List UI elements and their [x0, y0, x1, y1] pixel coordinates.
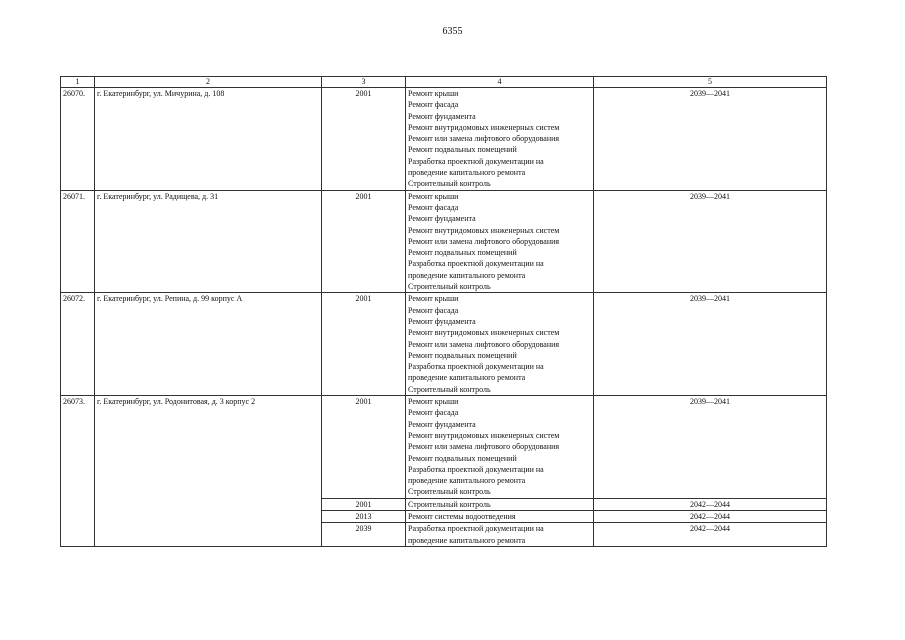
work-item: Ремонт подвальных помещений	[408, 248, 517, 258]
work-item: Строительный контроль	[408, 499, 491, 509]
header-col-3: 3	[322, 77, 406, 88]
work-item: Строительный контроль	[408, 282, 491, 292]
work-item: Ремонт или замена лифтового оборудования	[408, 236, 560, 246]
work-item: Ремонт фундамента	[408, 316, 476, 326]
year-cell: 2039	[322, 523, 406, 547]
works-cell	[406, 498, 594, 510]
header-col-1: 1	[61, 77, 95, 88]
address-cell: г. Екатеринбург, ул. Родонитовая, д. 3 корпус 2	[95, 396, 322, 547]
works-cell	[406, 510, 594, 522]
work-item: Ремонт крыши	[408, 397, 459, 407]
row-number: 26071.	[61, 190, 95, 293]
work-item: Ремонт фасада	[408, 100, 459, 110]
work-item: проведение капитального ремонта	[408, 373, 526, 383]
work-item: Ремонт фасада	[408, 408, 459, 418]
work-item: проведение капитального ремонта	[408, 270, 526, 280]
table-row	[61, 293, 827, 396]
work-item: Ремонт фасада	[408, 305, 459, 315]
work-item: Ремонт фундамента	[408, 214, 476, 224]
address-cell: г. Екатеринбург, ул. Мичурина, д. 108	[95, 88, 322, 191]
header-col-2: 2	[95, 77, 322, 88]
header-row	[61, 77, 827, 88]
row-number: 26072.	[61, 293, 95, 396]
work-item: Разработка проектной документации на	[408, 464, 544, 474]
work-item: Разработка проектной документации на	[408, 524, 544, 534]
work-item: Ремонт или замена лифтового оборудования	[408, 134, 560, 144]
work-item: Разработка проектной документации на	[408, 259, 544, 269]
year-cell: 2013	[322, 510, 406, 522]
address-cell: г. Екатеринбург, ул. Радищева, д. 31	[95, 190, 322, 293]
period-cell: 2042—2044	[594, 510, 827, 522]
year-cell: 2001	[322, 498, 406, 510]
table-row	[61, 190, 827, 293]
work-item: Ремонт фасада	[408, 202, 459, 212]
work-item: Ремонт внутридомовых инженерных систем	[408, 122, 560, 132]
work-item: Разработка проектной документации на	[408, 156, 544, 166]
works-cell	[406, 88, 594, 191]
work-item: Ремонт крыши	[408, 191, 459, 201]
work-item: Ремонт подвальных помещений	[408, 145, 517, 155]
repair-schedule-table	[60, 76, 827, 547]
work-item: Ремонт фундамента	[408, 111, 476, 121]
work-item: Ремонт крыши	[408, 294, 459, 304]
year-cell: 2001	[322, 396, 406, 499]
work-item: проведение капитального ремонта	[408, 476, 526, 486]
period-cell: 2039—2041	[594, 190, 827, 293]
table-row	[61, 88, 827, 191]
work-item: Ремонт системы водоотведения	[408, 511, 516, 521]
page-number: 6355	[442, 26, 463, 37]
work-item: Ремонт подвальных помещений	[408, 350, 517, 360]
work-item: Ремонт или замена лифтового оборудования	[408, 339, 560, 349]
header-col-5: 5	[594, 77, 827, 88]
table-row	[61, 396, 827, 499]
work-item: проведение капитального ремонта	[408, 168, 526, 178]
year-cell: 2001	[322, 293, 406, 396]
period-cell: 2042—2044	[594, 498, 827, 510]
row-number: 26073.	[61, 396, 95, 547]
work-item: Ремонт подвальных помещений	[408, 453, 517, 463]
year-cell: 2001	[322, 190, 406, 293]
works-cell	[406, 523, 594, 547]
work-item: Строительный контроль	[408, 487, 491, 497]
period-cell: 2039—2041	[594, 88, 827, 191]
period-cell: 2042—2044	[594, 523, 827, 547]
work-item: Ремонт фундамента	[408, 419, 476, 429]
header-col-4: 4	[406, 77, 594, 88]
works-cell	[406, 396, 594, 499]
works-cell	[406, 190, 594, 293]
table-body	[61, 88, 827, 547]
works-cell	[406, 293, 594, 396]
work-item: Ремонт крыши	[408, 89, 459, 98]
work-item: проведение капитального ремонта	[408, 535, 526, 545]
work-item: Строительный контроль	[408, 384, 491, 394]
work-item: Строительный контроль	[408, 179, 491, 189]
period-cell: 2039—2041	[594, 293, 827, 396]
year-cell: 2001	[322, 88, 406, 191]
address-cell: г. Екатеринбург, ул. Репина, д. 99 корпус А	[95, 293, 322, 396]
work-item: Ремонт внутридомовых инженерных систем	[408, 430, 560, 440]
work-item: Ремонт внутридомовых инженерных систем	[408, 328, 560, 338]
period-cell: 2039—2041	[594, 396, 827, 499]
work-item: Разработка проектной документации на	[408, 362, 544, 372]
work-item: Ремонт или замена лифтового оборудования	[408, 442, 560, 452]
work-item: Ремонт внутридомовых инженерных систем	[408, 225, 560, 235]
row-number: 26070.	[61, 88, 95, 191]
